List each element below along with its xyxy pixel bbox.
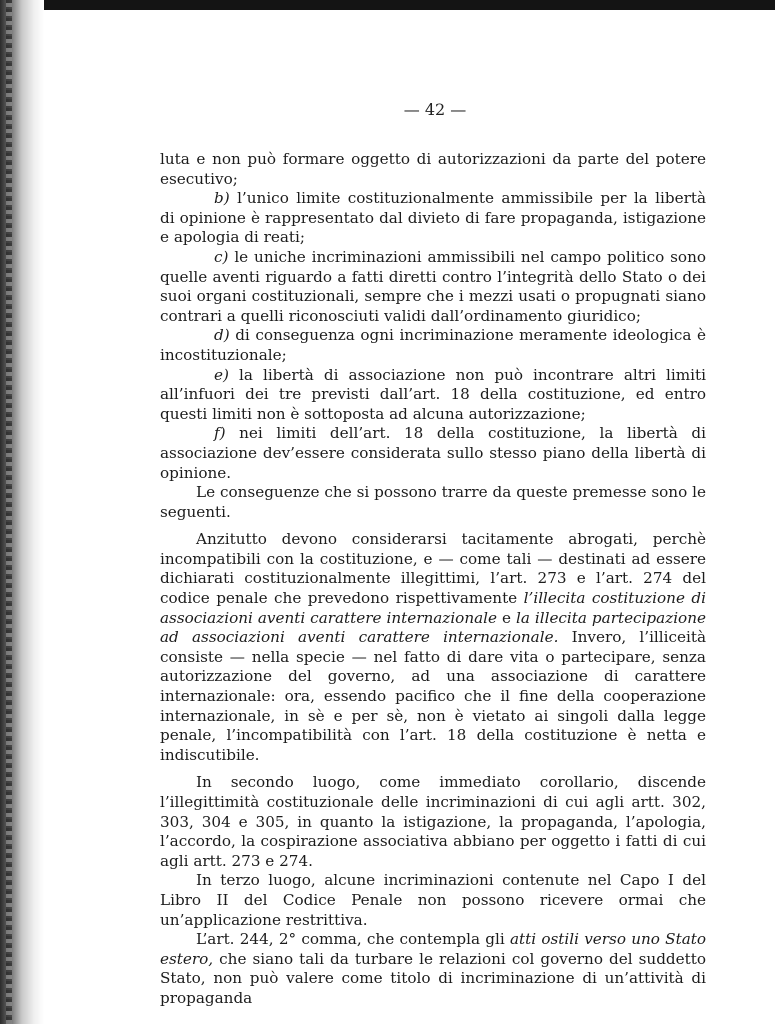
list-letter: f): [214, 424, 226, 443]
list-item-b: [160, 189, 706, 248]
scan-top-edge: [0, 0, 775, 10]
list-letter: c): [214, 247, 229, 266]
italic-run: l’illecita costituzione di associazioni aventi carattere internazionale: [160, 589, 706, 627]
list-letter: b): [214, 189, 230, 208]
list-item-f: [160, 424, 706, 483]
list-item-c: [160, 248, 706, 326]
list-item-d: [160, 326, 706, 365]
text-run: e: [497, 608, 516, 627]
paragraph-terzo-luogo: In terzo luogo, alcune incriminazioni contenute nel Capo I del Libro II del Codice Penale non possono ricevere ormai che un’applicazione restrittiva.: [160, 871, 706, 929]
page-number: — 42 —: [403, 100, 467, 119]
list-letter: d): [214, 326, 230, 345]
list-letter: e): [214, 365, 229, 384]
paragraph-secondo-luogo: In secondo luogo, come immediato corollario, discende l’illegittimità costituzionale delle incriminazioni di cui agli artt. 302, 303, 304 e 305, in quanto la istigazione, la propaganda, l’apologia, l’accordo, la cospirazione associativa abbiano per oggetto i fatti di cui agli artt. 273 e 274.: [160, 773, 706, 870]
italic-run: atti ostili verso uno Stato estero,: [160, 930, 706, 968]
list-item-e: [160, 366, 706, 425]
list-text: le uniche incriminazioni ammissibili nel campo politico sono quelle aventi riguardo a fatti diretti contro l’integrità dello Stato o dei suoi organi costituzionali, sempre che i mezzi usati o propugnati siano contrari a quelli riconosciuti validi dall’ordinamento giuridico;: [160, 247, 706, 325]
list-text: la libertà di associazione non può incontrare altri limiti all’infuori dei tre previsti dall’art. 18 della costituzione, ed entro questi limiti non è sottoposta ad alcuna autorizzazione;: [160, 365, 706, 423]
page-body: [160, 150, 706, 1009]
text-run: Invero, l’illiceità consiste — nella specie — nel fatto di dare vita o partecipare, senza autorizzazione del governo, ad una associazione di carattere internazionale: ora, essendo pacifico che il fine della cooperazione internazionale, in sè e per sè, non è vietato ai singoli dalla legge penale, l’incompatibilità con l’art. 18 della costituzione è netta e indiscutibile.: [160, 628, 707, 764]
paragraph-art-244: [160, 930, 706, 1008]
paragraph-anzitutto: [160, 530, 706, 765]
text-run: Anzitutto devono considerarsi tacitamente abrogati, perchè incompatibili con la costituzione, e — come tali — destinati ad essere dichiarati costituzionalmente illegittimi, l’art. 273 e l’art. 274 del codice penale che prevedono rispettivamente: [160, 530, 706, 608]
list-text: di conseguenza ogni incriminazione meramente ideologica è incostituzionale;: [160, 326, 706, 364]
list-text: nei limiti dell’art. 18 della costituzione, la libertà di associazione dev’essere considerata sullo stesso piano della libertà di opinione.: [160, 424, 706, 482]
text-run: L’art. 244, 2° comma, che contempla gli: [196, 930, 510, 949]
paragraph-continuation: luta e non può formare oggetto di autorizzazioni da parte del potere esecutivo;: [160, 150, 706, 188]
paragraph-conseguenze: Le conseguenze che si possono trarre da queste premesse sono le seguenti.: [160, 483, 706, 521]
page-binding-shadow: [0, 0, 44, 1024]
text-run: che siano tali da turbare le relazioni col governo del suddetto Stato, non può valere come titolo di incriminazione di un’attività di propaganda: [160, 949, 706, 1007]
italic-run: la illecita partecipazione ad associazioni aventi carattere internazionale.: [160, 608, 706, 647]
list-text: l’unico limite costituzionalmente ammissibile per la libertà di opinione è rappresentato dal divieto di fare propaganda, istigazione e apologia di reati;: [160, 189, 706, 247]
